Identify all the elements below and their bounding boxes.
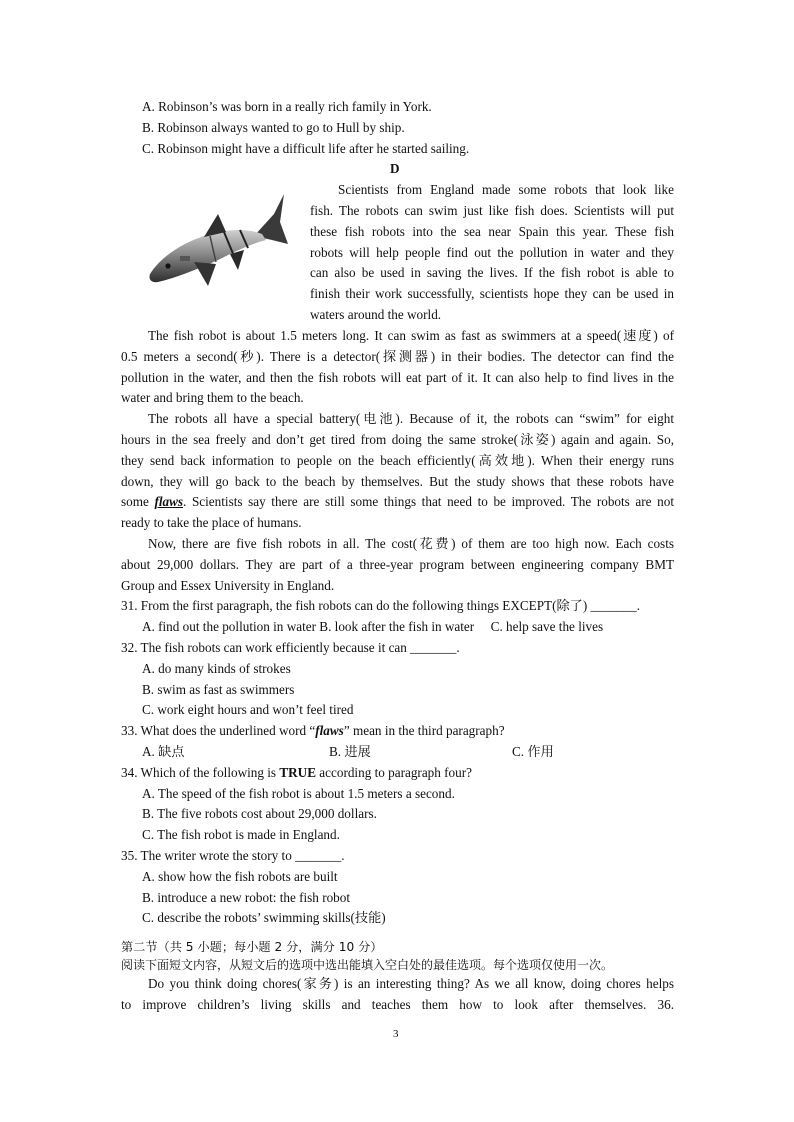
- para2-line-1: The fish robot is about 1.5 meters long. It can swim as fast as swimmers at a speed(速度) of: [148, 328, 674, 343]
- para3-line-3: they send back information to people on the beach efficiently(高效地). When their energy runs: [121, 453, 674, 468]
- para2-line-2: 0.5 meters a second(秒). There is a detector(探测器) in their bodies. The detector can find the: [121, 349, 674, 364]
- q34-stem-bold: TRUE: [279, 765, 316, 780]
- q34-stem: [121, 765, 472, 781]
- q33-stem-after: ” mean in the third paragraph?: [343, 723, 505, 738]
- prev-option-b: B. Robinson always wanted to go to Hull by ship.: [142, 120, 405, 135]
- q31-options: A. find out the pollution in water B. look after the fish in water C. help save the lives: [142, 619, 604, 634]
- q34-option-a: A. The speed of the fish robot is about 1.5 meters a second.: [142, 786, 455, 801]
- section2-heading: 第二节（共 5 小题；每小题 2 分，满分 10 分）: [121, 940, 383, 954]
- q33-stem: [121, 723, 505, 739]
- para4-line-3: Group and Essex University in England.: [121, 578, 335, 593]
- q32-option-a: A. do many kinds of strokes: [142, 661, 291, 676]
- q34-option-c: C. The fish robot is made in England.: [142, 827, 340, 842]
- fish-robot-illustration: [146, 192, 290, 288]
- section2-instruction: 阅读下面短文内容，从短文后的选项中选出能填入空白处的最佳选项。每个选项仅使用一次。: [121, 958, 614, 972]
- intro-line-6: finish their work successfully, scientists hope they can be used in: [310, 286, 674, 301]
- q32-option-b: B. swim as fast as swimmers: [142, 682, 295, 697]
- q33-option-b: B. 进展: [329, 744, 371, 759]
- intro-line-1: Scientists from England made some robots that look like: [338, 182, 674, 197]
- q32-stem: 32. The fish robots can work efficiently because it can _______.: [121, 640, 460, 655]
- intro-line-2: fish. The robots can swim just like fish does. Scientists will put: [310, 203, 674, 218]
- prev-option-c: C. Robinson might have a difficult life after he started sailing.: [142, 141, 470, 156]
- q33-stem-word: flaws: [315, 723, 344, 738]
- para3-line-5-before: some: [121, 494, 155, 509]
- passage-title: D: [390, 161, 400, 176]
- para2-line-4: water and bring them to the beach.: [121, 390, 304, 405]
- page-number: 3: [393, 1028, 399, 1040]
- q33-stem-before: 33. What does the underlined word “: [121, 723, 316, 738]
- section2-line-1: Do you think doing chores(家务) is an interesting thing? As we all know, doing chores helps: [148, 976, 674, 991]
- intro-line-4: robots will help people find out the pollution in water and they: [310, 245, 674, 260]
- section2-line-2: to improve children’s living skills and teaches them how to look after themselves. 36.: [121, 997, 674, 1012]
- prev-option-a: A. Robinson’s was born in a really rich family in York.: [142, 99, 432, 114]
- para4-line-2: about 29,000 dollars. They are part of a three-year program between engineering company BMT: [121, 557, 674, 572]
- underlined-word-flaws: flaws: [154, 494, 184, 509]
- para3-line-5-after: . Scientists say there are still some things that need to be improved. The robots are not: [183, 494, 674, 509]
- q32-option-c: C. work eight hours and won’t feel tired: [142, 702, 354, 717]
- q33-option-a: A. 缺点: [142, 744, 185, 759]
- intro-line-5: can also be used in saving the lives. If the fish robot is able to: [310, 265, 674, 280]
- q35-stem: 35. The writer wrote the story to _______.: [121, 848, 345, 863]
- q34-stem-before: 34. Which of the following is: [121, 765, 280, 780]
- q31-stem: 31. From the first paragraph, the fish robots can do the following things EXCEPT(除了) _______.: [121, 598, 641, 613]
- para3-line-4: down, they will go back to the beach by themselves. But the study shows that these robots have: [121, 474, 674, 489]
- q35-option-a: A. show how the fish robots are built: [142, 869, 338, 884]
- para2-line-3: pollution in the water, and then the fish robots will eat part of it. It can also help to find lives in the: [121, 370, 674, 385]
- para3-line-5: [121, 494, 674, 510]
- para3-line-2: hours in the sea freely and don’t get tired from doing the same stroke(泳姿) again and again. So,: [121, 432, 674, 447]
- q33-option-c: C. 作用: [512, 744, 554, 759]
- intro-line-7: waters around the world.: [310, 307, 442, 322]
- q35-option-b: B. introduce a new robot: the fish robot: [142, 890, 351, 905]
- q34-option-b: B. The five robots cost about 29,000 dollars.: [142, 806, 377, 821]
- para4-line-1: Now, there are five fish robots in all. The cost(花费) of them are too high now. Each costs: [148, 536, 674, 551]
- q34-stem-after: according to paragraph four?: [316, 765, 472, 780]
- intro-line-3: these fish robots into the sea near Spain this year. These fish: [310, 224, 674, 239]
- para3-line-1: The robots all have a special battery(电池). Because of it, the robots can “swim” for eight: [148, 411, 674, 426]
- q35-option-c: C. describe the robots’ swimming skills(技能): [142, 910, 386, 925]
- para3-line-6: ready to take the place of humans.: [121, 515, 302, 530]
